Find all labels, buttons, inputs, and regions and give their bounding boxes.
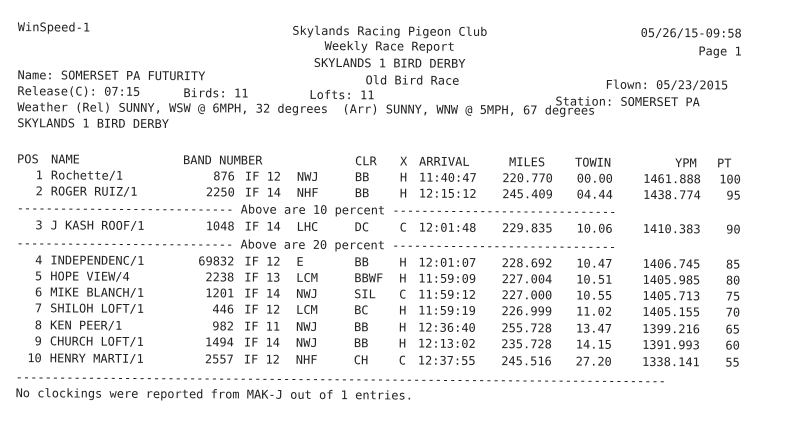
cell-arrival: 12:13:02 (417, 336, 476, 351)
cell-band: 2557 (204, 352, 234, 367)
release-time: Release(C): 07:15 (17, 84, 141, 99)
cell-name: J KASH ROOF/1 (50, 218, 145, 233)
cell-x: C (398, 353, 407, 368)
cell-ypm: 1399.216 (642, 321, 701, 337)
cell-band: 69832 (198, 254, 235, 269)
cell-x: H (399, 271, 407, 286)
cell-band: 2238 (205, 270, 235, 285)
cell-ypm: 1438.774 (642, 187, 701, 203)
cell-name: KEN PEER/1 (49, 318, 123, 333)
col-arrival: ARRIVAL (418, 154, 470, 169)
cell-miles: 227.000 (501, 288, 553, 303)
cell-club: E (296, 254, 304, 269)
cell-miles: 245.409 (502, 187, 553, 202)
cell-band: 1494 (204, 335, 234, 350)
cell-pos: 9 (34, 334, 42, 349)
cell-name: MIKE BLANCH/1 (50, 285, 145, 300)
club-name: Skylands Racing Pigeon Club (292, 23, 488, 39)
cell-towin: 00.00 (576, 171, 613, 186)
cell-x: H (399, 186, 408, 201)
cell-pos: 7 (34, 301, 43, 316)
race-category: Old Bird Race (365, 73, 460, 88)
cell-club: LCM (296, 302, 318, 317)
cell-pos: 3 (35, 218, 43, 233)
col-miles: MILES (508, 155, 546, 170)
cell-towin: 11.02 (575, 304, 613, 319)
cell-pt: 70 (725, 305, 741, 320)
race-name: Name: SOMERSET PA FUTURITY (17, 68, 206, 84)
table-row (0, 218, 799, 238)
cell-pos: 2 (35, 184, 43, 199)
cell-band: 1048 (205, 219, 235, 234)
cell-year: IF 12 (244, 302, 281, 317)
cell-pos: 6 (34, 285, 43, 300)
cell-clr: BB (353, 320, 369, 335)
cell-clr: BB (354, 170, 370, 185)
cell-ypm: 1338.141 (641, 354, 700, 370)
flown-date: Flown: 05/23/2015 (605, 77, 729, 93)
cell-band: 982 (212, 319, 235, 334)
cell-x: H (398, 320, 407, 335)
cell-miles: 229.835 (501, 221, 553, 236)
station: Station: SOMERSET PA (555, 94, 700, 110)
cell-band: 876 (213, 169, 235, 184)
col-clr: CLR (354, 154, 377, 169)
cell-year: IF 14 (243, 335, 281, 350)
cell-name: Rochette/1 (50, 168, 124, 183)
cell-arrival: 11:59:19 (418, 303, 476, 318)
cell-miles: 235.728 (501, 337, 552, 352)
cell-arrival: 12:36:40 (417, 320, 476, 335)
separator-20-percent: ------------------------------ Above are 20 percent ------------------------------- (16, 236, 617, 254)
cell-miles: 228.692 (501, 256, 553, 271)
cell-ypm: 1410.383 (642, 221, 701, 237)
cell-name: ROGER RUIZ/1 (50, 184, 138, 199)
cell-clr: CH (353, 353, 369, 368)
cell-x: C (399, 287, 407, 302)
cell-arrival: 12:37:55 (417, 353, 476, 368)
cell-x: H (399, 303, 407, 318)
cell-club: NHF (295, 352, 318, 367)
col-towin: TOWIN (574, 155, 612, 170)
cell-club: NHF (296, 185, 319, 200)
cell-ypm: 1405.985 (642, 272, 701, 288)
cell-club: NWJ (296, 286, 318, 301)
cell-ypm: 1405.155 (642, 304, 701, 320)
race-title: SKYLANDS 1 BIRD DERBY (313, 55, 466, 71)
cell-miles: 245.516 (501, 354, 552, 369)
cell-x: H (399, 170, 408, 185)
cell-year: IF 14 (244, 185, 281, 200)
cell-clr: BB (354, 186, 370, 201)
cell-pt: 100 (719, 172, 741, 187)
cell-clr: BB (354, 255, 369, 270)
footer-note: No clockings were reported from MAK-J out of 1 entries. (15, 386, 413, 403)
cell-pt: 85 (725, 257, 741, 272)
cell-pt: 80 (725, 273, 741, 288)
table-row (0, 351, 798, 371)
cell-clr: SIL (354, 287, 376, 302)
cell-name: SHILOH LOFT/1 (50, 301, 145, 316)
cell-arrival: 11:40:47 (418, 170, 477, 185)
col-x: X (399, 154, 408, 169)
cell-arrival: 12:01:48 (418, 220, 477, 235)
cell-pt: 60 (725, 338, 740, 353)
cell-name: CHURCH LOFT/1 (49, 334, 144, 349)
cell-club: LHC (296, 219, 319, 234)
separator-end: ------------------------------------------------------------------------------------------ (15, 370, 666, 389)
cell-band: 446 (212, 302, 235, 317)
cell-year: IF 12 (244, 254, 281, 269)
cell-ypm: 1391.993 (642, 337, 700, 353)
page-number: Page 1 (698, 44, 742, 59)
program-name: WinSpeed-1 (17, 20, 91, 35)
cell-pos: 1 (35, 168, 43, 183)
cell-year: IF 12 (243, 352, 280, 367)
cell-arrival: 11:59:09 (418, 271, 477, 286)
cell-pt: 65 (725, 322, 741, 337)
cell-band: 1201 (205, 286, 235, 301)
cell-towin: 10.47 (576, 256, 613, 271)
cell-ypm: 1461.888 (643, 171, 701, 187)
race-subtitle: SKYLANDS 1 BIRD DERBY (17, 116, 170, 132)
cell-pt: 55 (725, 355, 740, 370)
cell-miles: 255.728 (501, 321, 553, 336)
col-ypm: YPM (674, 156, 697, 171)
cell-pos: 5 (35, 269, 43, 284)
cell-arrival: 11:59:12 (418, 287, 477, 302)
cell-towin: 10.55 (576, 288, 613, 303)
cell-year: IF 11 (243, 319, 281, 334)
cell-pt: 75 (725, 289, 741, 304)
col-name: NAME (50, 152, 80, 167)
cell-year: IF 13 (244, 270, 281, 285)
col-pos: POS (16, 152, 39, 167)
cell-x: H (398, 336, 407, 351)
cell-pos: 8 (34, 318, 43, 333)
col-pt: PT (716, 156, 732, 171)
cell-ypm: 1406.745 (642, 256, 701, 272)
cell-club: NWJ (295, 319, 318, 334)
cell-name: INDEPENDENC/1 (50, 253, 145, 268)
cell-x: H (399, 255, 407, 270)
separator-10-percent: ------------------------------ Above are 10 percent ------------------------------- (16, 201, 617, 219)
cell-arrival: 12:01:07 (418, 255, 477, 270)
cell-towin: 13.47 (575, 321, 613, 336)
cell-pos: 4 (35, 253, 43, 268)
cell-band: 2250 (205, 185, 235, 200)
cell-clr: BC (354, 303, 369, 318)
report-timestamp: 05/26/15-09:58 (640, 25, 742, 41)
cell-name: HOPE VIEW/4 (50, 269, 130, 284)
cell-towin: 10.51 (576, 272, 613, 287)
cell-clr: DC (354, 220, 370, 235)
cell-miles: 226.999 (501, 304, 553, 319)
cell-towin: 04.44 (576, 187, 613, 202)
cell-x: C (399, 220, 407, 235)
cell-miles: 220.770 (502, 171, 553, 186)
cell-miles: 227.004 (501, 272, 553, 287)
loft-count: Lofts: 11 (309, 87, 375, 103)
cell-clr: BBWF (354, 271, 384, 286)
cell-pos: 10 (27, 351, 42, 366)
weather-line: Weather (Rel) SUNNY, WSW @ 6MPH, 32 degrees (Arr) SUNNY, WNW @ 5MPH, 67 degrees (17, 100, 596, 118)
cell-year: IF 14 (244, 286, 281, 301)
cell-year: IF 14 (244, 219, 281, 234)
cell-club: NWJ (296, 169, 319, 184)
cell-pt: 95 (726, 188, 741, 203)
cell-club: NWJ (295, 335, 318, 350)
cell-towin: 10.06 (576, 221, 613, 236)
report-type: Weekly Race Report (324, 38, 455, 54)
cell-arrival: 12:15:12 (418, 186, 477, 201)
cell-towin: 14.15 (575, 337, 612, 352)
cell-name: HENRY MARTI/1 (49, 351, 144, 366)
cell-club: LCM (296, 270, 319, 285)
bird-count: Birds: 11 (183, 86, 249, 101)
col-band-number: BAND NUMBER (182, 153, 263, 168)
cell-clr: BB (353, 336, 369, 351)
cell-year: IF 12 (244, 169, 282, 184)
cell-towin: 27.20 (575, 354, 612, 369)
cell-pt: 90 (726, 222, 741, 237)
cell-ypm: 1405.713 (642, 288, 701, 304)
